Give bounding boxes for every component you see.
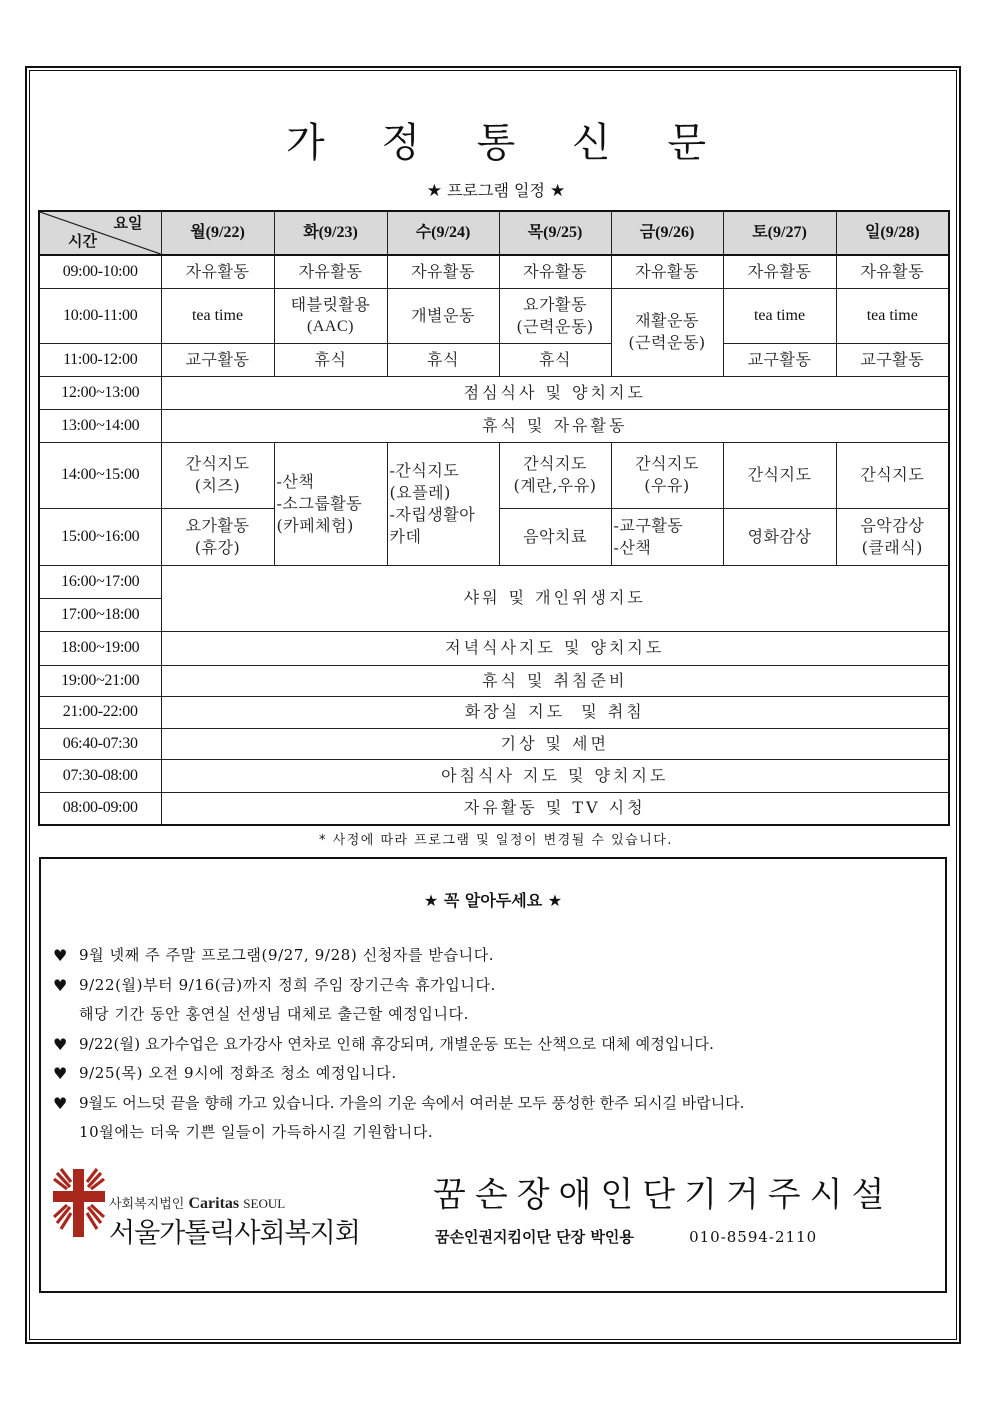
activity-cell: 휴식 bbox=[274, 343, 387, 376]
activity-line: (계란,우유) bbox=[513, 476, 597, 495]
notice-item bbox=[53, 941, 933, 971]
time-cell: 18:00~19:00 bbox=[39, 631, 161, 665]
notice-title-text: 꼭 알아두세요 bbox=[443, 891, 543, 910]
time-cell: 16:00~17:00 bbox=[39, 565, 161, 598]
time-cell: 19:00~21:00 bbox=[39, 665, 161, 696]
contact-line bbox=[435, 1225, 817, 1249]
logo-city: SEOUL bbox=[243, 1196, 286, 1211]
notice-text: 9/25(목) 오전 9시에 정화조 청소 예정입니다. bbox=[79, 1064, 397, 1082]
activity-cell: 자유활동 bbox=[274, 255, 387, 288]
activity-line: (우유) bbox=[644, 476, 690, 495]
activity-cell: 음악치료 bbox=[499, 508, 611, 565]
activity-line: (클래식) bbox=[861, 537, 923, 557]
activity-cell-span: 점심식사 및 양치지도 bbox=[161, 376, 949, 409]
time-cell: 09:00-10:00 bbox=[39, 255, 161, 288]
activity-line: -교구활동 bbox=[613, 515, 684, 535]
time-cell: 08:00-09:00 bbox=[39, 792, 161, 825]
day-header: 월(9/22) bbox=[161, 211, 274, 255]
table-row bbox=[39, 728, 949, 759]
activity-cell: 휴식 bbox=[387, 343, 499, 376]
program-schedule-table bbox=[38, 210, 950, 826]
activity-line: (AAC) bbox=[307, 317, 354, 335]
contact-person: 꿈손인권지킴이단 단장 박인용 bbox=[435, 1228, 634, 1246]
activity-cell: tea time bbox=[161, 288, 274, 343]
activity-line: -간식지도 bbox=[389, 460, 460, 480]
time-cell: 07:30-08:00 bbox=[39, 759, 161, 792]
activity-line: (휴강) bbox=[194, 537, 241, 557]
notice-box bbox=[39, 857, 947, 1293]
activity-cell bbox=[161, 508, 274, 565]
table-row bbox=[39, 376, 949, 409]
activity-cell: 교구활동 bbox=[723, 343, 836, 376]
activity-cell-span: 아침식사 지도 및 양치지도 bbox=[161, 759, 949, 792]
activity-line: -자립생활아 bbox=[389, 504, 476, 524]
activity-cell: tea time bbox=[836, 288, 949, 343]
activity-cell-span: 화장실 지도 및 취침 bbox=[161, 696, 949, 728]
day-header: 토(9/27) bbox=[723, 211, 836, 255]
activity-cell bbox=[274, 442, 387, 565]
activity-cell: 자유활동 bbox=[611, 255, 723, 288]
activity-line: -산책 bbox=[276, 471, 315, 491]
notice-item bbox=[53, 1059, 933, 1089]
activity-cell-span: 저녁식사지도 및 양치지도 bbox=[161, 631, 949, 665]
table-row bbox=[39, 288, 949, 343]
activity-line: 카데 bbox=[389, 526, 422, 546]
table-row bbox=[39, 565, 949, 598]
activity-cell: 교구활동 bbox=[836, 343, 949, 376]
activity-line: -산책 bbox=[613, 537, 652, 557]
activity-line: 음악감상 bbox=[860, 515, 925, 535]
activity-cell-span: 기상 및 세면 bbox=[161, 728, 949, 759]
table-row bbox=[39, 792, 949, 825]
caritas-seoul-logo bbox=[51, 1165, 381, 1249]
logo-org-name: 서울가톨릭사회복지회 bbox=[109, 1218, 360, 1249]
activity-line: (근력운동) bbox=[628, 333, 706, 352]
day-header: 화(9/23) bbox=[274, 211, 387, 255]
activity-cell bbox=[836, 508, 949, 565]
table-row bbox=[39, 409, 949, 442]
activity-cell: 자유활동 bbox=[723, 255, 836, 288]
activity-line: 간식지도 bbox=[523, 454, 587, 473]
activity-cell-span: 자유활동 및 TV 시청 bbox=[161, 792, 949, 825]
logo-brand: Caritas bbox=[188, 1195, 240, 1212]
table-row bbox=[39, 696, 949, 728]
time-cell: 12:00~13:00 bbox=[39, 376, 161, 409]
activity-cell-span: 휴식 및 취침준비 bbox=[161, 665, 949, 696]
day-header: 목(9/25) bbox=[499, 211, 611, 255]
notice-item bbox=[53, 971, 933, 1001]
day-header: 금(9/26) bbox=[611, 211, 723, 255]
heart-bullet-icon: ♥ bbox=[53, 1034, 68, 1054]
time-cell: 11:00-12:00 bbox=[39, 343, 161, 376]
activity-cell: 교구활동 bbox=[161, 343, 274, 376]
caritas-cross-icon bbox=[51, 1165, 107, 1241]
activity-cell: 자유활동 bbox=[161, 255, 274, 288]
notice-text: 9/22(월)부터 9/16(금)까지 정희 주임 장기근속 휴가입니다. bbox=[79, 975, 496, 994]
table-row bbox=[39, 442, 949, 508]
time-cell: 15:00~16:00 bbox=[39, 508, 161, 565]
activity-cell bbox=[611, 442, 723, 508]
notice-continuation: 10월에는 더욱 기쁜 일들이 가득하시길 기원합니다. bbox=[79, 1123, 434, 1141]
schedule-subtitle-text: 프로그램 일정 bbox=[447, 181, 545, 200]
activity-line: (치즈) bbox=[194, 476, 241, 495]
heart-bullet-icon: ♥ bbox=[53, 1064, 68, 1083]
schedule-subtitle bbox=[0, 178, 992, 204]
facility-name: 꿈손장애인단기거주시설 bbox=[433, 1175, 894, 1215]
activity-cell bbox=[499, 288, 611, 343]
activity-cell: 영화감상 bbox=[723, 508, 836, 565]
activity-line: (카페체험) bbox=[276, 515, 354, 535]
star-icon: ★ bbox=[550, 181, 566, 201]
notice-title bbox=[41, 889, 945, 913]
table-row bbox=[39, 665, 949, 696]
time-cell: 06:40-07:30 bbox=[39, 728, 161, 759]
activity-cell: 자유활동 bbox=[387, 255, 499, 288]
notice-continuation: 해당 기간 동안 홍연실 선생님 대체로 출근할 예정입니다. bbox=[79, 1005, 470, 1023]
activity-line: 태블릿활용 bbox=[290, 294, 371, 314]
notice-text: 9월도 어느덧 끝을 향해 가고 있습니다. 가을의 기운 속에서 여러분 모두 풍성한 한주 되시길 바랍니다. bbox=[79, 1093, 745, 1112]
star-icon: ★ bbox=[423, 891, 439, 910]
heart-bullet-icon: ♥ bbox=[53, 975, 68, 995]
day-axis-label: 요일 bbox=[113, 216, 143, 232]
logo-corp-line bbox=[109, 1193, 285, 1213]
page-title: 가 정 통 신 문 bbox=[285, 120, 729, 166]
activity-cell-span: 샤워 및 개인위생지도 bbox=[161, 565, 949, 631]
activity-line: 요가활동 bbox=[523, 294, 587, 314]
star-icon: ★ bbox=[426, 181, 442, 201]
activity-cell-span: 휴식 및 자유활동 bbox=[161, 409, 949, 442]
time-cell: 14:00~15:00 bbox=[39, 442, 161, 508]
activity-cell: 간식지도 bbox=[723, 442, 836, 508]
activity-cell: 간식지도 bbox=[836, 442, 949, 508]
day-header: 수(9/24) bbox=[387, 211, 499, 255]
activity-cell: 자유활동 bbox=[499, 255, 611, 288]
activity-cell bbox=[161, 442, 274, 508]
activity-cell bbox=[387, 442, 499, 565]
activity-line: 재활운동 bbox=[635, 311, 699, 330]
time-axis-label: 시간 bbox=[68, 234, 97, 250]
activity-cell bbox=[274, 288, 387, 343]
activity-cell: 자유활동 bbox=[836, 255, 949, 288]
notice-text: 9월 넷째 주 주말 프로그램(9/27, 9/28) 신청자를 받습니다. bbox=[79, 946, 495, 964]
contact-phone: 010-8594-2110 bbox=[689, 1228, 818, 1246]
time-cell: 10:00-11:00 bbox=[39, 288, 161, 343]
notice-text: 9/22(월) 요가수업은 요가강사 연차로 인해 휴강되며, 개별운동 또는 산책으로 대체 예정입니다. bbox=[79, 1034, 715, 1053]
activity-cell: 개별운동 bbox=[387, 288, 499, 343]
table-row bbox=[39, 343, 949, 376]
header-row bbox=[39, 211, 949, 255]
activity-line: (요플레) bbox=[389, 482, 451, 502]
activity-cell: 휴식 bbox=[499, 343, 611, 376]
time-cell: 13:00~14:00 bbox=[39, 409, 161, 442]
notice-item bbox=[53, 1030, 933, 1060]
activity-line: (근력운동) bbox=[516, 316, 594, 336]
table-row bbox=[39, 631, 949, 665]
notice-item bbox=[53, 1089, 933, 1119]
schedule-change-note: * 사정에 따라 프로그램 및 일정이 변경될 수 있습니다. bbox=[319, 833, 673, 848]
corner-header-cell bbox=[39, 211, 161, 255]
heart-bullet-icon: ♥ bbox=[53, 1093, 68, 1113]
time-cell: 17:00~18:00 bbox=[39, 598, 161, 631]
notice-list bbox=[53, 941, 933, 1148]
activity-cell bbox=[499, 442, 611, 508]
day-header: 일(9/28) bbox=[836, 211, 949, 255]
time-cell: 21:00-22:00 bbox=[39, 696, 161, 728]
table-row bbox=[39, 255, 949, 288]
activity-cell: tea time bbox=[723, 288, 836, 343]
heart-bullet-icon: ♥ bbox=[53, 946, 68, 965]
logo-corp-prefix: 사회복지법인 bbox=[109, 1197, 185, 1212]
activity-line: 요가활동 bbox=[185, 515, 250, 535]
activity-cell bbox=[611, 288, 723, 376]
activity-cell bbox=[611, 508, 723, 565]
activity-line: 간식지도 bbox=[185, 454, 250, 473]
activity-line: -소그룹활동 bbox=[276, 493, 363, 513]
star-icon: ★ bbox=[547, 891, 563, 910]
activity-line: 간식지도 bbox=[635, 454, 699, 473]
table-row bbox=[39, 759, 949, 792]
